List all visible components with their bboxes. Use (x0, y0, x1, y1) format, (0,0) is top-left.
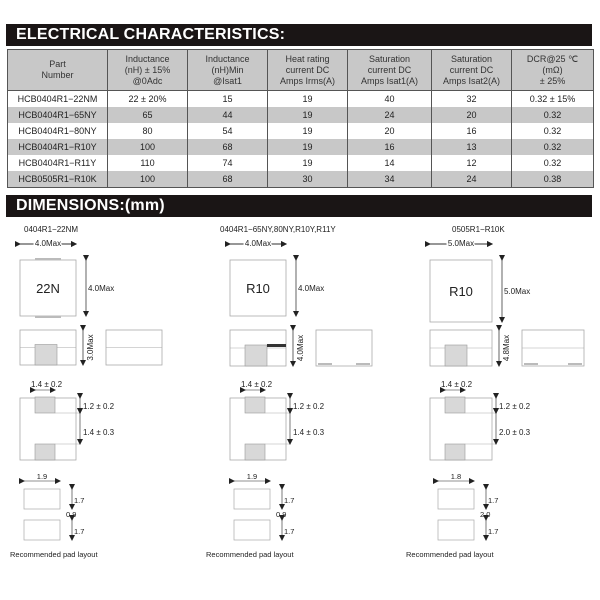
pad-gap-label: 1.4 ± 0.3 (293, 428, 325, 437)
rec-pad-bottom (234, 520, 270, 540)
end-terminal-left (318, 363, 332, 365)
cell-heat-rating: 19 (268, 91, 348, 108)
rec-pad-top (438, 489, 474, 509)
pad-length-label: 1.2 ± 0.2 (83, 402, 115, 411)
rec-len1-label: 1.7 (488, 496, 499, 505)
series-label: 0404R1−65NY,80NY,R10Y,R11Y (220, 225, 336, 234)
column-header-heat-rating: Heat rating current DC Amps Irms(A) (268, 50, 348, 91)
rec-gap-label: 0.9 (66, 510, 77, 519)
cell-isat1: 24 (348, 107, 432, 123)
cell-dcr: 0.32 (512, 107, 594, 123)
table-row (8, 107, 594, 123)
rec-len2-label: 1.7 (74, 527, 85, 536)
series-label: 0404R1−22NM (24, 225, 79, 234)
pad-width-label: 1.4 ± 0.2 (241, 380, 273, 389)
length-label: 4.0Max (88, 284, 115, 293)
column-header-isat1: Saturation current DC Amps Isat1(A) (348, 50, 432, 91)
recommended-pad-layout-caption: Recommended pad layout (206, 550, 294, 559)
pad-width-label: 1.4 ± 0.2 (441, 380, 473, 389)
part-marking: R10 (246, 281, 270, 296)
pad-width-label: 1.4 ± 0.2 (31, 380, 63, 389)
cell-heat-rating: 19 (268, 155, 348, 171)
cell-part-number: HCB0404R1−R10Y (8, 139, 108, 155)
side-terminal (35, 345, 57, 366)
width-label: 4.0Max (244, 239, 272, 248)
cell-isat2: 12 (432, 155, 512, 171)
side-terminal (445, 345, 467, 366)
rec-len1-label: 1.7 (74, 496, 85, 505)
terminal-top (35, 258, 61, 260)
electrical-characteristics-table (7, 49, 594, 188)
table-row (8, 155, 594, 171)
pad-gap-label: 1.4 ± 0.3 (83, 428, 115, 437)
rec-pad-top (24, 489, 60, 509)
cell-isat2: 24 (432, 171, 512, 188)
table-row (8, 91, 594, 108)
recommended-pad-layout-caption: Recommended pad layout (10, 550, 98, 559)
height-label: 4.0Max (296, 334, 305, 362)
column-header-dcr: DCR@25 ℃ (mΩ) ± 25% (512, 50, 594, 91)
cell-heat-rating: 19 (268, 123, 348, 139)
cell-inductance: 100 (108, 171, 188, 188)
width-label: 5.0Max (447, 239, 475, 248)
dimensions-heading: DIMENSIONS:(mm) (6, 195, 592, 217)
cell-inductance: 110 (108, 155, 188, 171)
pad-bottom (445, 444, 465, 460)
pad-length-label: 1.2 ± 0.2 (293, 402, 325, 411)
cell-isat1: 14 (348, 155, 432, 171)
rec-len2-label: 1.7 (284, 527, 295, 536)
end-terminal-right (356, 363, 370, 365)
pad-top (445, 397, 465, 413)
cell-inductance: 65 (108, 107, 188, 123)
length-label: 5.0Max (504, 287, 531, 296)
height-label: 4.8Max (502, 334, 511, 362)
rec-width-label: 1.9 (36, 472, 48, 481)
end-terminal-right (568, 363, 582, 365)
part-marking: 22N (36, 281, 60, 296)
end-terminal-left (524, 363, 538, 365)
cell-heat-rating: 19 (268, 107, 348, 123)
cell-dcr: 0.38 (512, 171, 594, 188)
column-header-inductance: Inductance (nH) ± 15% @0Adc (108, 50, 188, 91)
column-header-isat2: Saturation current DC Amps Isat2(A) (432, 50, 512, 91)
cell-inductance-min: 44 (188, 107, 268, 123)
cell-inductance: 80 (108, 123, 188, 139)
cell-dcr: 0.32 ± 15% (512, 91, 594, 108)
cell-part-number: HCB0404R1−R11Y (8, 155, 108, 171)
side-marker-band (267, 344, 286, 347)
rec-pad-bottom (438, 520, 474, 540)
pad-bottom (35, 444, 55, 460)
cell-heat-rating: 30 (268, 171, 348, 188)
cell-inductance: 100 (108, 139, 188, 155)
side-terminal (245, 345, 267, 366)
cell-inductance-min: 54 (188, 123, 268, 139)
cell-isat2: 20 (432, 107, 512, 123)
table-row (8, 123, 594, 139)
width-label: 4.0Max (34, 239, 62, 248)
pad-bottom (245, 444, 265, 460)
length-label: 4.0Max (298, 284, 325, 293)
cell-inductance-min: 68 (188, 171, 268, 188)
pad-length-label: 1.2 ± 0.2 (499, 402, 531, 411)
cell-inductance-min: 74 (188, 155, 268, 171)
pad-top (35, 397, 55, 413)
table-header-row (8, 50, 594, 91)
height-label: 3.0Max (86, 334, 95, 361)
cell-dcr: 0.32 (512, 123, 594, 139)
series-label: 0505R1−R10K (452, 225, 505, 234)
rec-width-label: 1.8 (450, 472, 462, 481)
cell-heat-rating: 19 (268, 139, 348, 155)
cell-part-number: HCB0404R1−65NY (8, 107, 108, 123)
table-row (8, 139, 594, 155)
cell-isat2: 16 (432, 123, 512, 139)
terminal-bottom (35, 316, 61, 318)
end-view-outline (316, 330, 372, 366)
rec-width-label: 1.9 (246, 472, 258, 481)
rec-len1-label: 1.7 (284, 496, 295, 505)
part-marking: R10 (449, 284, 473, 299)
rec-len2-label: 1.7 (488, 527, 499, 536)
dimension-group-2 (406, 225, 584, 559)
electrical-characteristics-heading: ELECTRICAL CHARACTERISTICS: (6, 24, 592, 46)
cell-inductance-min: 15 (188, 91, 268, 108)
cell-isat2: 32 (432, 91, 512, 108)
rec-gap-label: 0.9 (276, 510, 287, 519)
column-header-part-number: Part Number (8, 50, 108, 91)
cell-isat1: 16 (348, 139, 432, 155)
pad-top (245, 397, 265, 413)
cell-dcr: 0.32 (512, 155, 594, 171)
cell-part-number: HCB0404R1−22NM (8, 91, 108, 108)
cell-isat2: 13 (432, 139, 512, 155)
cell-dcr: 0.32 (512, 139, 594, 155)
cell-isat1: 34 (348, 171, 432, 188)
rec-pad-bottom (24, 520, 60, 540)
dimension-drawings (0, 215, 600, 565)
pad-gap-label: 2.0 ± 0.3 (499, 428, 531, 437)
rec-pad-top (234, 489, 270, 509)
rec-gap-label: 2.0 (480, 510, 491, 519)
dimension-group-1 (206, 225, 372, 559)
cell-isat1: 40 (348, 91, 432, 108)
recommended-pad-layout-caption: Recommended pad layout (406, 550, 494, 559)
cell-part-number: HCB0505R1−R10K (8, 171, 108, 188)
dimension-group-0 (10, 225, 162, 559)
table-row (8, 171, 594, 188)
cell-isat1: 20 (348, 123, 432, 139)
cell-inductance: 22 ± 20% (108, 91, 188, 108)
column-header-inductance-min: Inductance (nH)Min @Isat1 (188, 50, 268, 91)
cell-part-number: HCB0404R1−80NY (8, 123, 108, 139)
cell-inductance-min: 68 (188, 139, 268, 155)
